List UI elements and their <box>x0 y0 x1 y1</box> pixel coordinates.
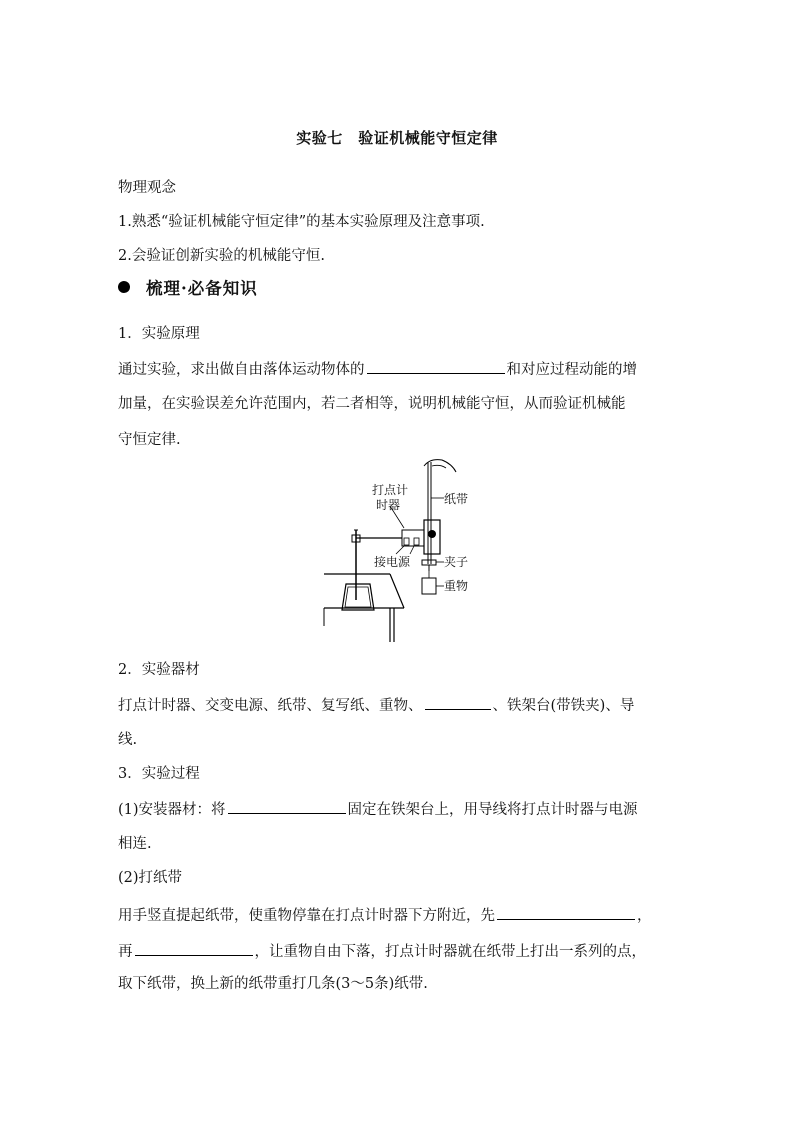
section-heading-text: 梳理·必备知识 <box>146 279 258 298</box>
procedure-step2-line-3: 取下纸带，换上新的纸带重打几条(3～5条)纸带. <box>118 976 428 992</box>
fill-blank <box>367 358 505 374</box>
principle-line-2: 加量，在实验误差允许范围内，若二者相等，说明机械能守恒，从而验证机械能 <box>118 396 626 412</box>
principle-heading: 1．实验原理 <box>118 326 200 342</box>
bullet-icon <box>118 281 130 293</box>
step2-text-b: ， <box>637 908 652 924</box>
label-weight: 重物 <box>444 579 469 593</box>
step2-text-d: ，让重物自由下落，打点计时器就在纸带上打出一系列的点， <box>254 944 646 960</box>
label-clamp: 夹子 <box>444 555 469 569</box>
fill-blank <box>135 940 253 956</box>
page-title: 实验七 验证机械能守恒定律 <box>296 129 498 147</box>
procedure-step1-line-1 <box>118 798 688 820</box>
objective-1: 1.熟悉“验证机械能守恒定律”的基本实验原理及注意事项. <box>118 214 485 230</box>
equipment-text-a: 打点计时器、交变电源、纸带、复写纸、重物、 <box>118 698 423 714</box>
equipment-line-2: 线. <box>118 732 138 748</box>
step1-text-a: (1)安装器材：将 <box>118 802 226 818</box>
label-timer-line2: 时器 <box>376 498 401 512</box>
principle-text-b: 和对应过程动能的增 <box>506 362 637 378</box>
label-tape: 纸带 <box>444 492 469 506</box>
procedure-step2-heading: (2)打纸带 <box>118 870 183 886</box>
fill-blank <box>497 904 635 920</box>
step1-text-b: 固定在铁架台上，用导线将打点计时器与电源 <box>347 802 638 818</box>
label-power: 接电源 <box>374 555 411 569</box>
step2-text-c: 再 <box>118 944 133 960</box>
principle-line-1 <box>118 358 688 380</box>
fill-blank <box>425 694 491 710</box>
step2-text-a: 用手竖直提起纸带，使重物停靠在打点计时器下方附近，先 <box>118 908 495 924</box>
principle-text-a: 通过实验，求出做自由落体运动物体的 <box>118 362 365 378</box>
procedure-heading: 3．实验过程 <box>118 766 200 782</box>
objective-2: 2.会验证创新实验的机械能守恒. <box>118 248 325 264</box>
section-heading <box>118 275 258 299</box>
label-timer-line1: 打点计 <box>372 483 409 497</box>
equipment-text-b: 、铁架台(带铁夹)、导 <box>492 698 635 714</box>
apparatus-diagram <box>318 458 478 646</box>
principle-line-3: 守恒定律. <box>118 432 181 448</box>
apparatus-figure <box>318 458 478 646</box>
equipment-line-1 <box>118 694 688 716</box>
equipment-heading: 2．实验器材 <box>118 662 200 678</box>
procedure-step1-line-2: 相连. <box>118 836 152 852</box>
concept-heading: 物理观念 <box>118 180 176 196</box>
fill-blank <box>228 798 346 814</box>
procedure-step2-line-2 <box>118 940 688 962</box>
procedure-step2-line-1 <box>118 904 688 926</box>
